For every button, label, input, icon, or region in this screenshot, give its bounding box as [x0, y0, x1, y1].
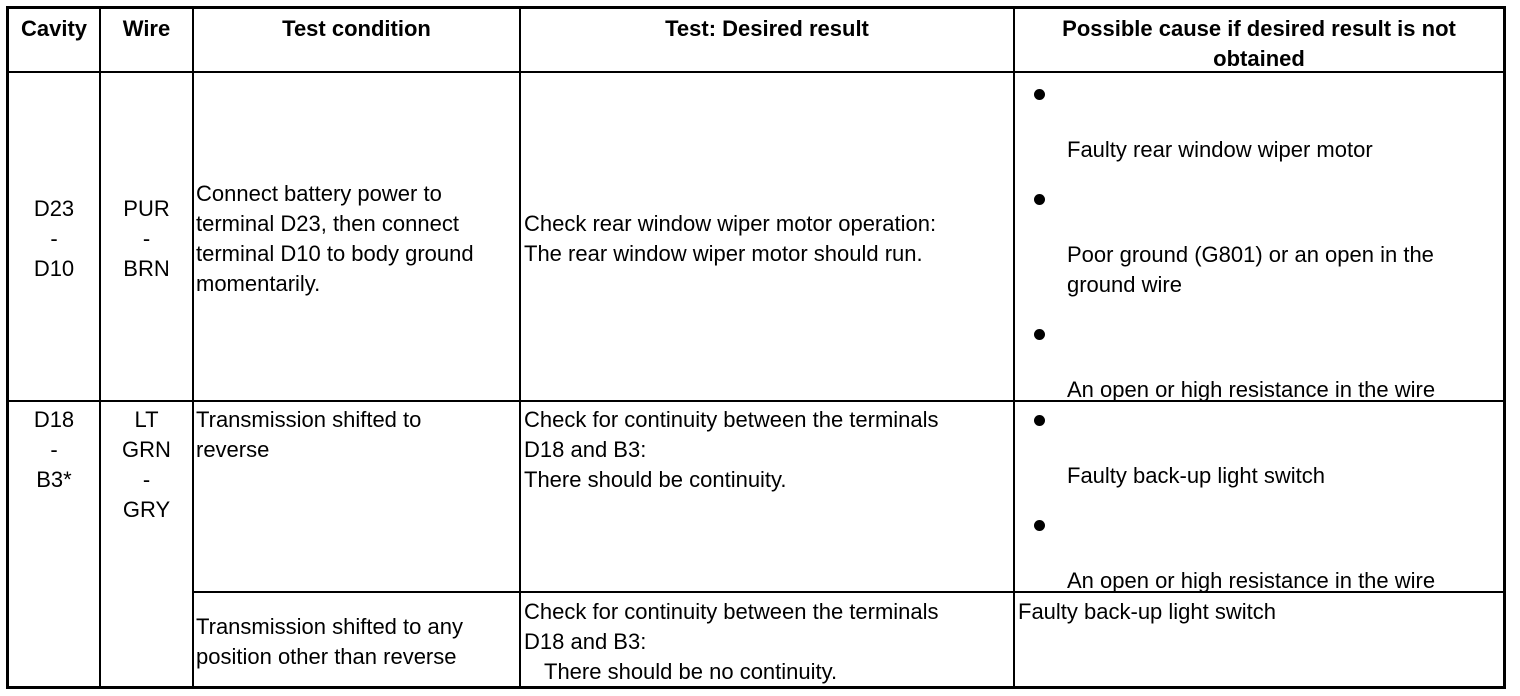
cause-item: An open or high resistance in the wire [1067, 377, 1436, 402]
column-divider [1013, 9, 1015, 686]
bullet-icon [1034, 520, 1045, 531]
condition-cell: terminal D10 to body ground [196, 241, 474, 266]
header-wire: Wire [122, 16, 171, 41]
bullet-icon [1034, 329, 1045, 340]
wire-cell: - [142, 226, 151, 251]
result-cell: D18 and B3: [524, 629, 647, 654]
wire-cell: PUR [123, 196, 170, 221]
header-test-condition: Test condition [282, 16, 431, 41]
cause-item: ground wire [1067, 272, 1182, 297]
bullet-icon [1034, 89, 1045, 100]
cavity-cell: D10 [33, 256, 75, 281]
cavity-cell: - [50, 437, 58, 462]
wire-cell: - [142, 467, 151, 492]
cause-item: An open or high resistance in the wire [1067, 568, 1436, 593]
wire-cell: GRN [122, 437, 171, 462]
condition-cell: Transmission shifted to any [196, 614, 463, 639]
cause-item: Poor ground (G801) or an open in the [1067, 242, 1434, 267]
wiring-test-table [6, 6, 1506, 689]
result-cell: There should be continuity. [524, 467, 787, 492]
result-cell: Check for continuity between the terminals [524, 407, 939, 432]
cause-item: Faulty rear window wiper motor [1067, 137, 1373, 162]
cavity-cell: D23 [33, 196, 75, 221]
condition-cell: terminal D23, then connect [196, 211, 459, 236]
column-divider [99, 9, 101, 686]
header-cavity: Cavity [20, 16, 88, 41]
cause-item: Faulty back-up light switch [1067, 463, 1325, 488]
condition-cell: reverse [196, 437, 270, 462]
column-divider [192, 9, 194, 686]
header-possible-cause: obtained [1213, 46, 1305, 71]
result-cell: D18 and B3: [524, 437, 647, 462]
cause-item: Faulty back-up light switch [1018, 599, 1276, 624]
cavity-cell: - [50, 226, 58, 251]
bullet-icon [1034, 415, 1045, 426]
wire-cell: GRY [122, 497, 171, 522]
bullet-icon [1034, 194, 1045, 205]
condition-cell: position other than reverse [196, 644, 457, 669]
cavity-cell: D18 [33, 407, 75, 432]
condition-cell: Connect battery power to [196, 181, 442, 206]
wire-cell: BRN [123, 256, 170, 281]
result-cell: Check rear window wiper motor operation: [524, 211, 937, 236]
result-cell: The rear window wiper motor should run. [524, 241, 923, 266]
condition-cell: Transmission shifted to [196, 407, 422, 432]
wire-cell: LT [134, 407, 159, 432]
header-desired-result: Test: Desired result [665, 16, 869, 41]
column-divider [519, 9, 521, 686]
header-possible-cause: Possible cause if desired result is not [1062, 16, 1456, 41]
result-cell: Check for continuity between the terminals [524, 599, 939, 624]
cavity-cell: B3* [36, 467, 72, 492]
result-cell: There should be no continuity. [544, 659, 838, 684]
condition-cell: momentarily. [196, 271, 321, 296]
